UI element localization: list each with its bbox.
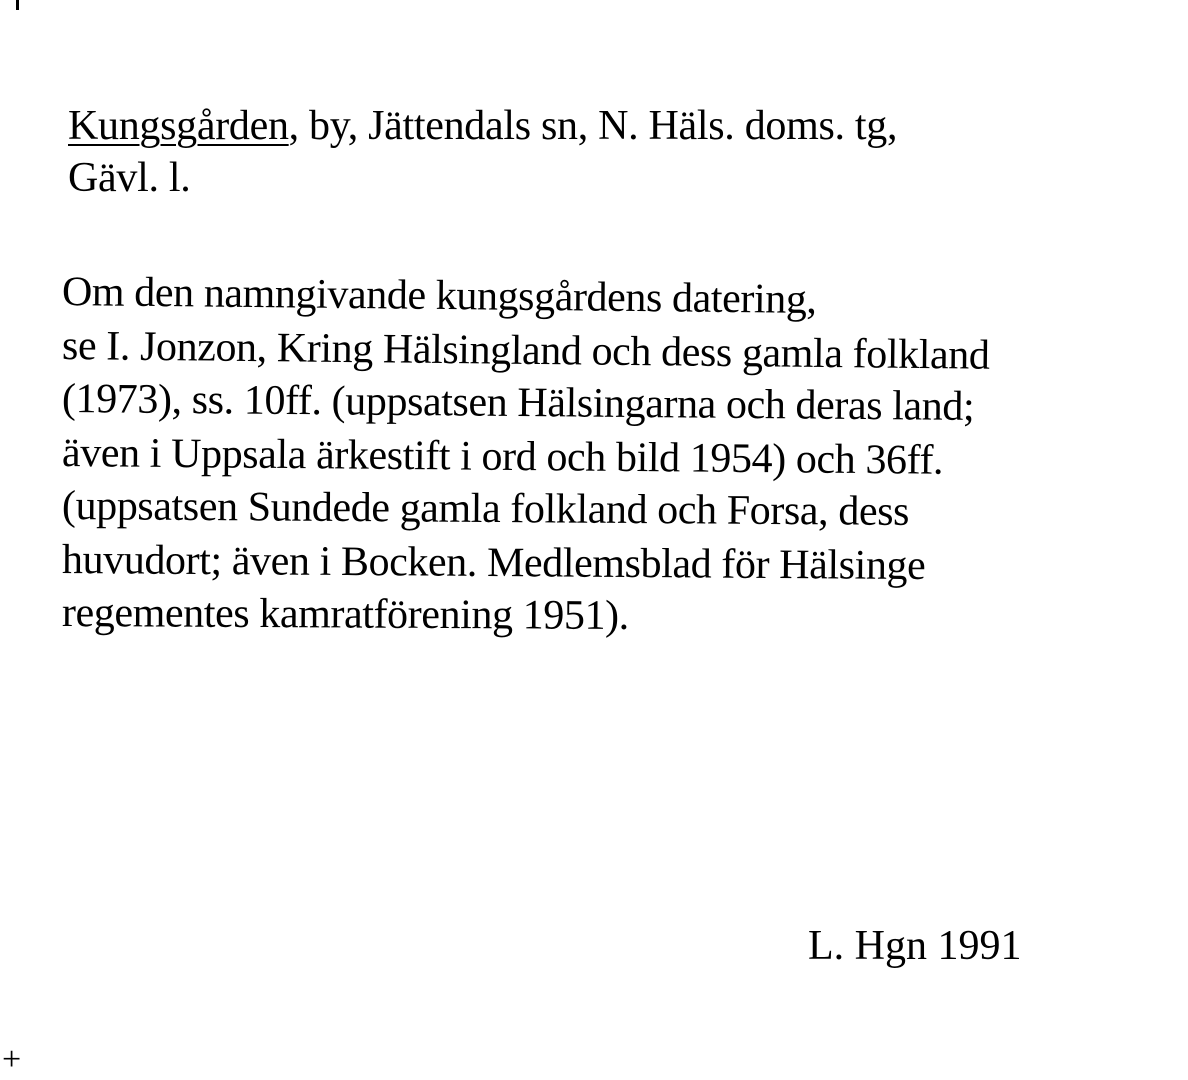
corner-mark-top bbox=[16, 0, 19, 10]
heading-rest: , by, Jättendals sn, N. Häls. doms. tg, bbox=[288, 103, 898, 149]
body-line: regementes kamratförening 1951). bbox=[61, 590, 629, 639]
body-line: även i Uppsala ärkestift i ord och bild 1954) och 36ff. bbox=[61, 429, 944, 484]
body-line: (uppsatsen Sundede gamla folkland och Forsa, dess bbox=[61, 483, 910, 535]
body-line: huvudort; även i Bocken. Medlemsblad för Hälsinge bbox=[61, 536, 926, 589]
corner-mark-bottom: + bbox=[2, 1041, 22, 1078]
headword: Kungsgården bbox=[68, 103, 289, 149]
heading-line-2: Gävl. l. bbox=[68, 155, 191, 201]
body-line: (1973), ss. 10ff. (uppsatsen Hälsingarna och deras land; bbox=[61, 376, 975, 430]
heading-line-1 bbox=[68, 100, 1148, 152]
entry-body bbox=[62, 266, 1188, 641]
entry-heading bbox=[68, 100, 1148, 204]
signature: L. Hgn 1991 bbox=[808, 923, 1022, 969]
body-line: se I. Jonzon, Kring Hälsingland och dess gamla folkland bbox=[61, 322, 990, 379]
body-line: Om den namngivande kungsgårdens datering, bbox=[61, 269, 817, 323]
